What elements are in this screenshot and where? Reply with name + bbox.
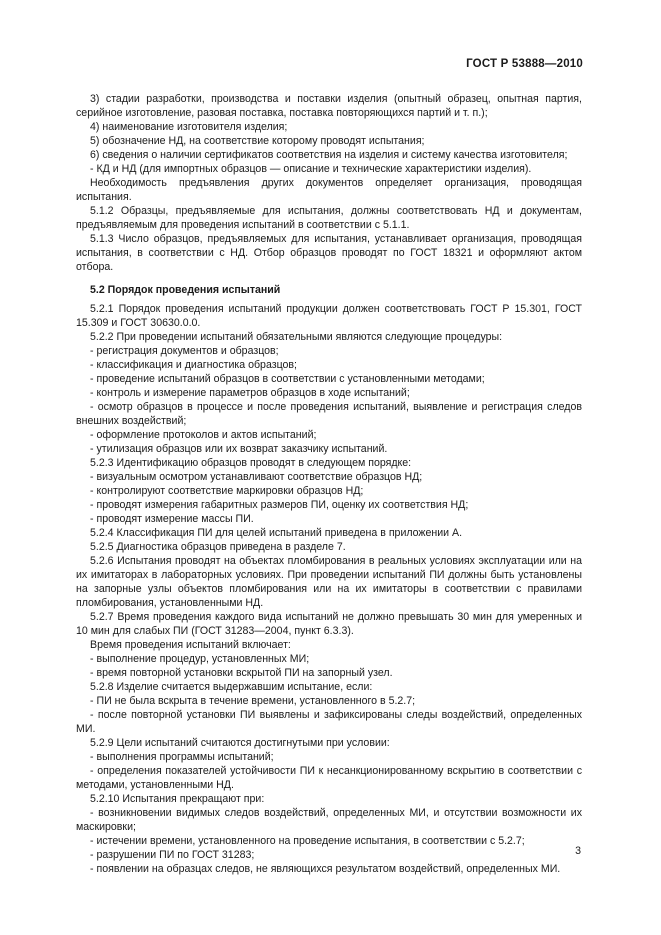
list-item: - контроль и измерение параметров образцов в ходе испытаний; [90,387,410,399]
paragraph: 5.1.2 Образцы, предъявляемые для испытания, должны соответствовать НД и документам, предъявляемым для проведения испытаний в соответствии с 5.1.1. [76,205,582,231]
list-item: - контролируют соответствие маркировки образцов НД; [90,485,364,497]
list-item: - истечении времени, установленного на проведение испытания, в соответствии с 5.2.7; [90,835,525,847]
list-item: - определения показателей устойчивости ПИ к несанкционированному вскрытию в соответствии с методами, установленными НД. [76,765,582,791]
list-item: - проводят измерения габаритных размеров ПИ, оценку их соответствия НД; [90,499,469,511]
list-item: - после повторной установки ПИ выявлены и зафиксированы следы воздействий, определенных МИ. [76,709,582,735]
list-item: - классификация и диагностика образцов; [90,359,297,371]
section-heading: 5.2 Порядок проведения испытаний [90,284,281,296]
paragraph: 5.2.9 Цели испытаний считаются достигнутыми при условии: [90,737,390,749]
list-item: - ПИ не была вскрыта в течение времени, установленного в 5.2.7; [90,695,416,707]
paragraph: 5.2.10 Испытания прекращают при: [90,793,265,805]
list-item: - проведение испытаний образцов в соответствии с установленными методами; [90,373,485,385]
paragraph: - КД и НД (для импортных образцов — описание и технические характеристики изделия). [90,163,532,175]
page-number: 3 [575,845,581,857]
paragraph: 5.2.1 Порядок проведения испытаний продукции должен соответствовать ГОСТ Р 15.301, ГОСТ 15.309 и ГОСТ 30630.0.0. [76,303,582,329]
paragraph: 5.2.4 Классификация ПИ для целей испытаний приведена в приложении А. [90,527,463,539]
list-item: - разрушении ПИ по ГОСТ 31283; [90,849,255,861]
paragraph: Необходимость предъявления других документов определяет организация, проводящая испытания. [76,177,582,203]
paragraph: 6) сведения о наличии сертификатов соответствия на изделия и систему качества изготовителя; [90,149,568,161]
paragraph: 5.2.6 Испытания проводят на объектах пломбирования в реальных условиях эксплуатации или на их имитаторах в лабораторных условиях. При проведении испытаний ПИ должны быть установлены на запорные узлы объектов пломбирования или на их имитаторы в соответствии с правилами пломбирования, установленными НД. [76,555,582,609]
list-item: - время повторной установки вскрытой ПИ на запорный узел. [90,667,393,679]
list-item: - оформление протоколов и актов испытаний; [90,429,317,441]
list-item: - выполнения программы испытаний; [90,751,274,763]
paragraph: 5.2.5 Диагностика образцов приведена в разделе 7. [90,541,346,553]
list-item: - выполнение процедур, установленных МИ; [90,653,310,665]
paragraph: 3) стадии разработки, производства и поставки изделия (опытный образец, опытная партия, серийное изготовление, разовая поставка, поставка повторяющихся партий и т. п.); [76,93,582,119]
list-item: - визуальным осмотром устанавливают соответствие образцов НД; [90,471,423,483]
paragraph: 5.2.3 Идентификацию образцов проводят в следующем порядке: [90,457,412,469]
paragraph: 4) наименование изготовителя изделия; [90,121,288,133]
paragraph: 5) обозначение НД, на соответствие которому проводят испытания; [90,135,425,147]
list-item: - появлении на образцах следов, не являющихся результатом воздействий, определенных МИ. [90,863,561,875]
list-item: - утилизация образцов или их возврат заказчику испытаний. [90,443,388,455]
paragraph: 5.2.7 Время проведения каждого вида испытаний не должно превышать 30 мин для умеренных и 10 мин для слабых ПИ (ГОСТ 31283—2004, пункт 6.3.3). [76,611,582,637]
list-item: - осмотр образцов в процессе и после проведения испытаний, выявление и регистрация следов внешних воздействий; [76,401,582,427]
document-header: ГОСТ Р 53888—2010 [466,58,583,70]
paragraph: 5.1.3 Число образцов, предъявляемых для испытания, устанавливает организация, проводящая испытания, в соответствии с НД. Отбор образцов проводят по ГОСТ 18321 и оформляют актом отбора. [76,233,582,273]
document-body [76,92,582,876]
list-item: - проводят измерение массы ПИ. [90,513,254,525]
list-item: - регистрация документов и образцов; [90,345,279,357]
paragraph: 5.2.2 При проведении испытаний обязательными являются следующие процедуры: [90,331,503,343]
list-item: - возникновении видимых следов воздействий, определенных МИ, и отсутствии возможности их маскировки; [76,807,582,833]
paragraph: 5.2.8 Изделие считается выдержавшим испытание, если: [90,681,373,693]
paragraph: Время проведения испытаний включает: [90,639,291,651]
